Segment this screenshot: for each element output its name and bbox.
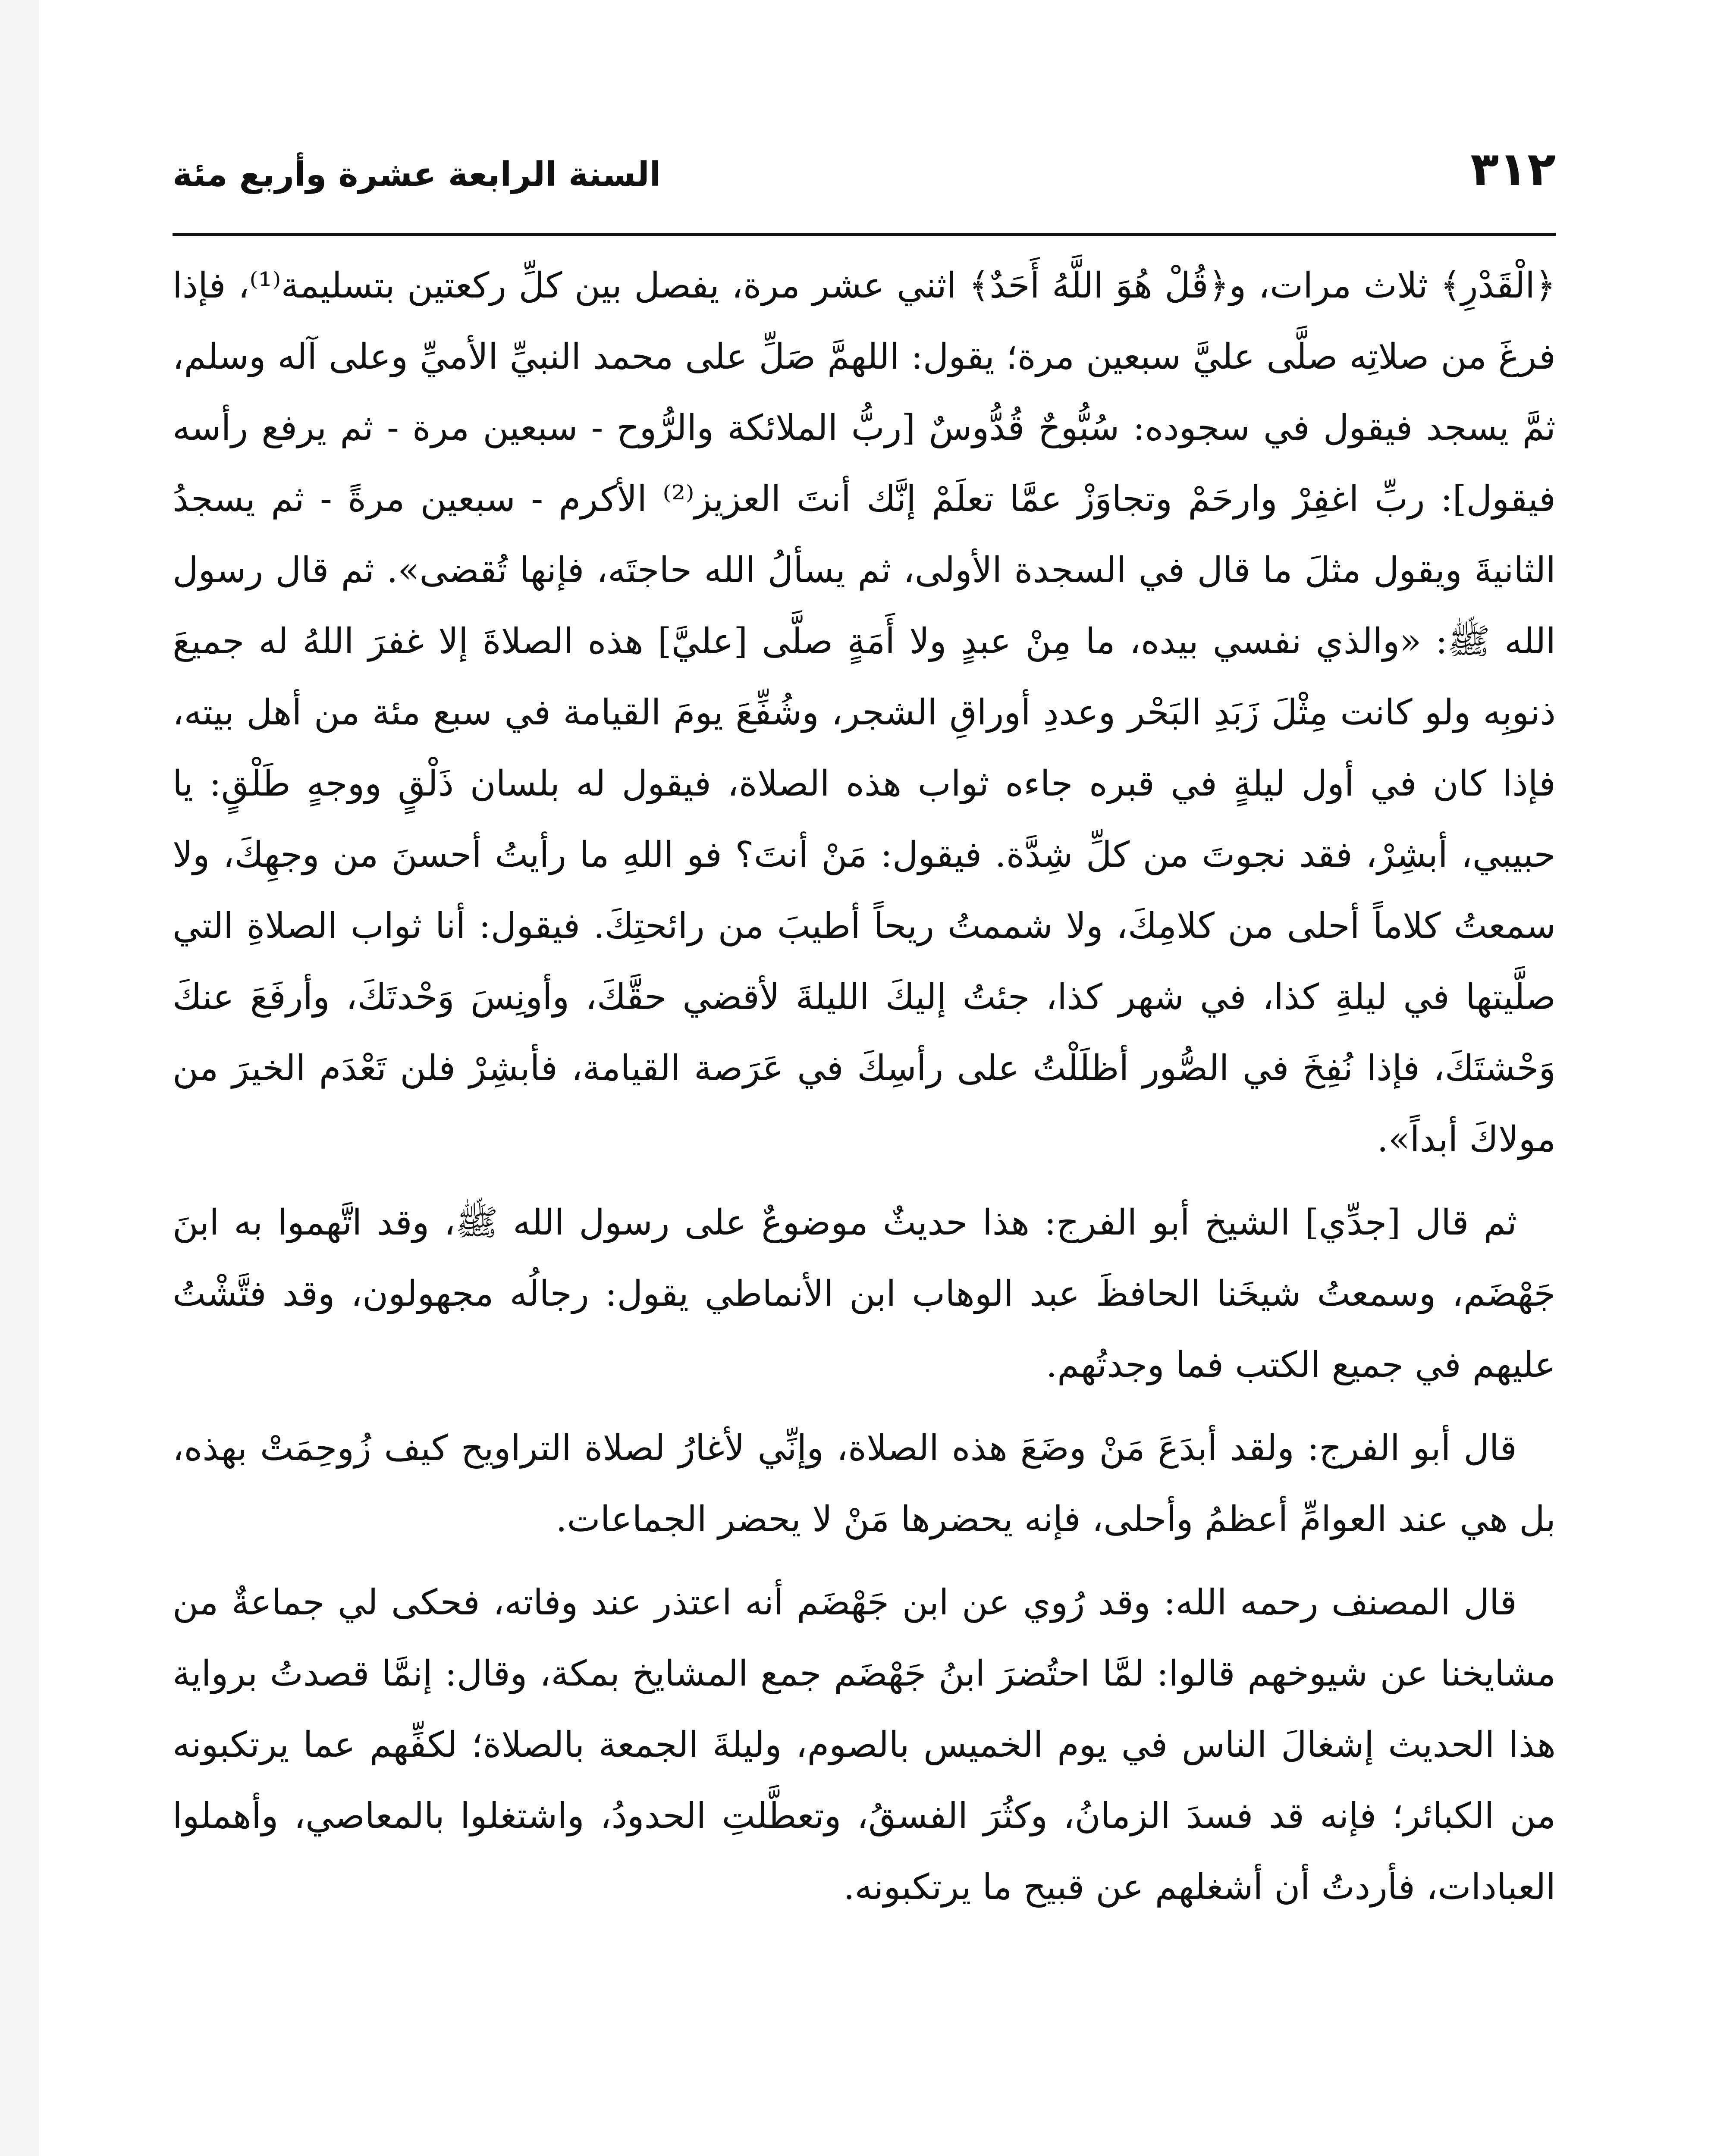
page-number: ٣١٢ <box>1470 142 1556 196</box>
page-gutter <box>0 0 39 2156</box>
paragraph-hadith: ﴿الْقَدْرِ﴾ ثلاث مرات، و﴿قُلْ هُوَ اللَّهُ أَحَدٌ﴾ اثني عشر مرة، يفصل بين كلِّ ركعتين بتسليمة⁽¹⁾، فإذا فرغَ من صلاتِه صلَّى عليَّ سبعين مرة؛ يقول: اللهمَّ صَلِّ على محمد النبيِّ الأميِّ وعلى آله وسلم، ثمَّ يسجد فيقول في سجوده: سُبُّوحٌ قُدُّوسٌ [ربُّ الملائكة والرُّوح - سبعين مرة - ثم يرفع رأسه فيقول]: ربِّ اغفِرْ وارحَمْ وتجاوَزْ عمَّا تعلَمْ إنَّك أنتَ العزيز⁽²⁾ الأكرم - سبعين مرةً - ثم يسجدُ الثانيةَ ويقول مثلَ ما قال في السجدة الأولى، ثم يسألُ الله حاجتَه، فإنها تُقضى». ثم قال رسول الله ﷺ: «والذي نفسي بيده، ما مِنْ عبدٍ ولا أَمَةٍ صلَّى [عليَّ] هذه الصلاةَ إلا غفرَ اللهُ له جميعَ ذنوبِه ولو كانت مِثْلَ زَبَدِ البَحْر وعددِ أوراقِ الشجر، وشُفِّعَ يومَ القيامة في سبع مئة من أهل بيته، فإذا كان في أول ليلةٍ في قبره جاءه ثواب هذه الصلاة، فيقول له بلسان ذَلْقٍ ووجهٍ طَلْقٍ: يا حبيبي، أبشِرْ، فقد نجوتَ من كلِّ شِدَّة. فيقول: مَنْ أنتَ؟ فو اللهِ ما رأيتُ أحسنَ من وجهِكَ، ولا سمعتُ كلاماً أحلى من كلامِكَ، ولا شممتُ ريحاً أطيبَ من رائحتِكَ. فيقول: أنا ثواب الصلاةِ التي صلَّيتها في ليلةِ كذا، في شهر كذا، جئتُ إليكَ الليلةَ لأقضي حقَّكَ، وأونِسَ وَحْدتَكَ، وأرفَعَ عنكَ وَحْشتَكَ، فإذا نُفِخَ في الصُّور أظلَلْتُ على رأسِكَ في عَرَصة القيامة، فأبشِرْ فلن تَعْدَم الخيرَ من مولاكَ أبداً». <box>173 265 1556 1160</box>
running-title: السنة الرابعة عشرة وأربع مئة <box>173 155 661 194</box>
paragraph-abu-al-faraj: قال أبو الفرج: ولقد أبدَعَ مَنْ وضَعَ هذه الصلاة، وإنِّي لأغارُ لصلاة التراويح كيف زُوحِمَتْ بهذه، بل هي عند العوامِّ أعظمُ وأحلى، فإنه يحضرها مَنْ لا يحضر الجماعات. <box>173 1428 1556 1540</box>
main-text <box>173 250 1556 1935</box>
page-header <box>173 129 1556 216</box>
paragraph-author-note: قال المصنف رحمه الله: وقد رُوي عن ابن جَهْضَم أنه اعتذر عند وفاته، فحكى لي جماعةٌ من مشايخنا عن شيوخهم قالوا: لمَّا احتُضرَ ابنُ جَهْضَم جمع المشايخ بمكة، وقال: إنمَّا قصدتُ برواية هذا الحديث إشغالَ الناس في يوم الخميس بالصوم، وليلةَ الجمعة بالصلاة؛ لكفِّهم عما يرتكبونه من الكبائر؛ فإنه قد فسدَ الزمانُ، وكثُرَ الفسقُ، وتعطَّلتِ الحدودُ، واشتغلوا بالمعاصي، وأهملوا العبادات، فأردتُ أن أشغلهم عن قبيح ما يرتكبونه. <box>173 1582 1556 1908</box>
header-rule <box>173 233 1556 236</box>
paragraph-grading: ثم قال [جدِّي] الشيخ أبو الفرج: هذا حديثٌ موضوعٌ على رسول الله ﷺ، وقد اتَّهموا به ابنَ جَهْضَم، وسمعتُ شيخَنا الحافظَ عبد الوهاب ابن الأنماطي يقول: رجالُه مجهولون، وقد فتَّشْتُ عليهم في جميع الكتب فما وجدتُهم. <box>173 1202 1556 1385</box>
